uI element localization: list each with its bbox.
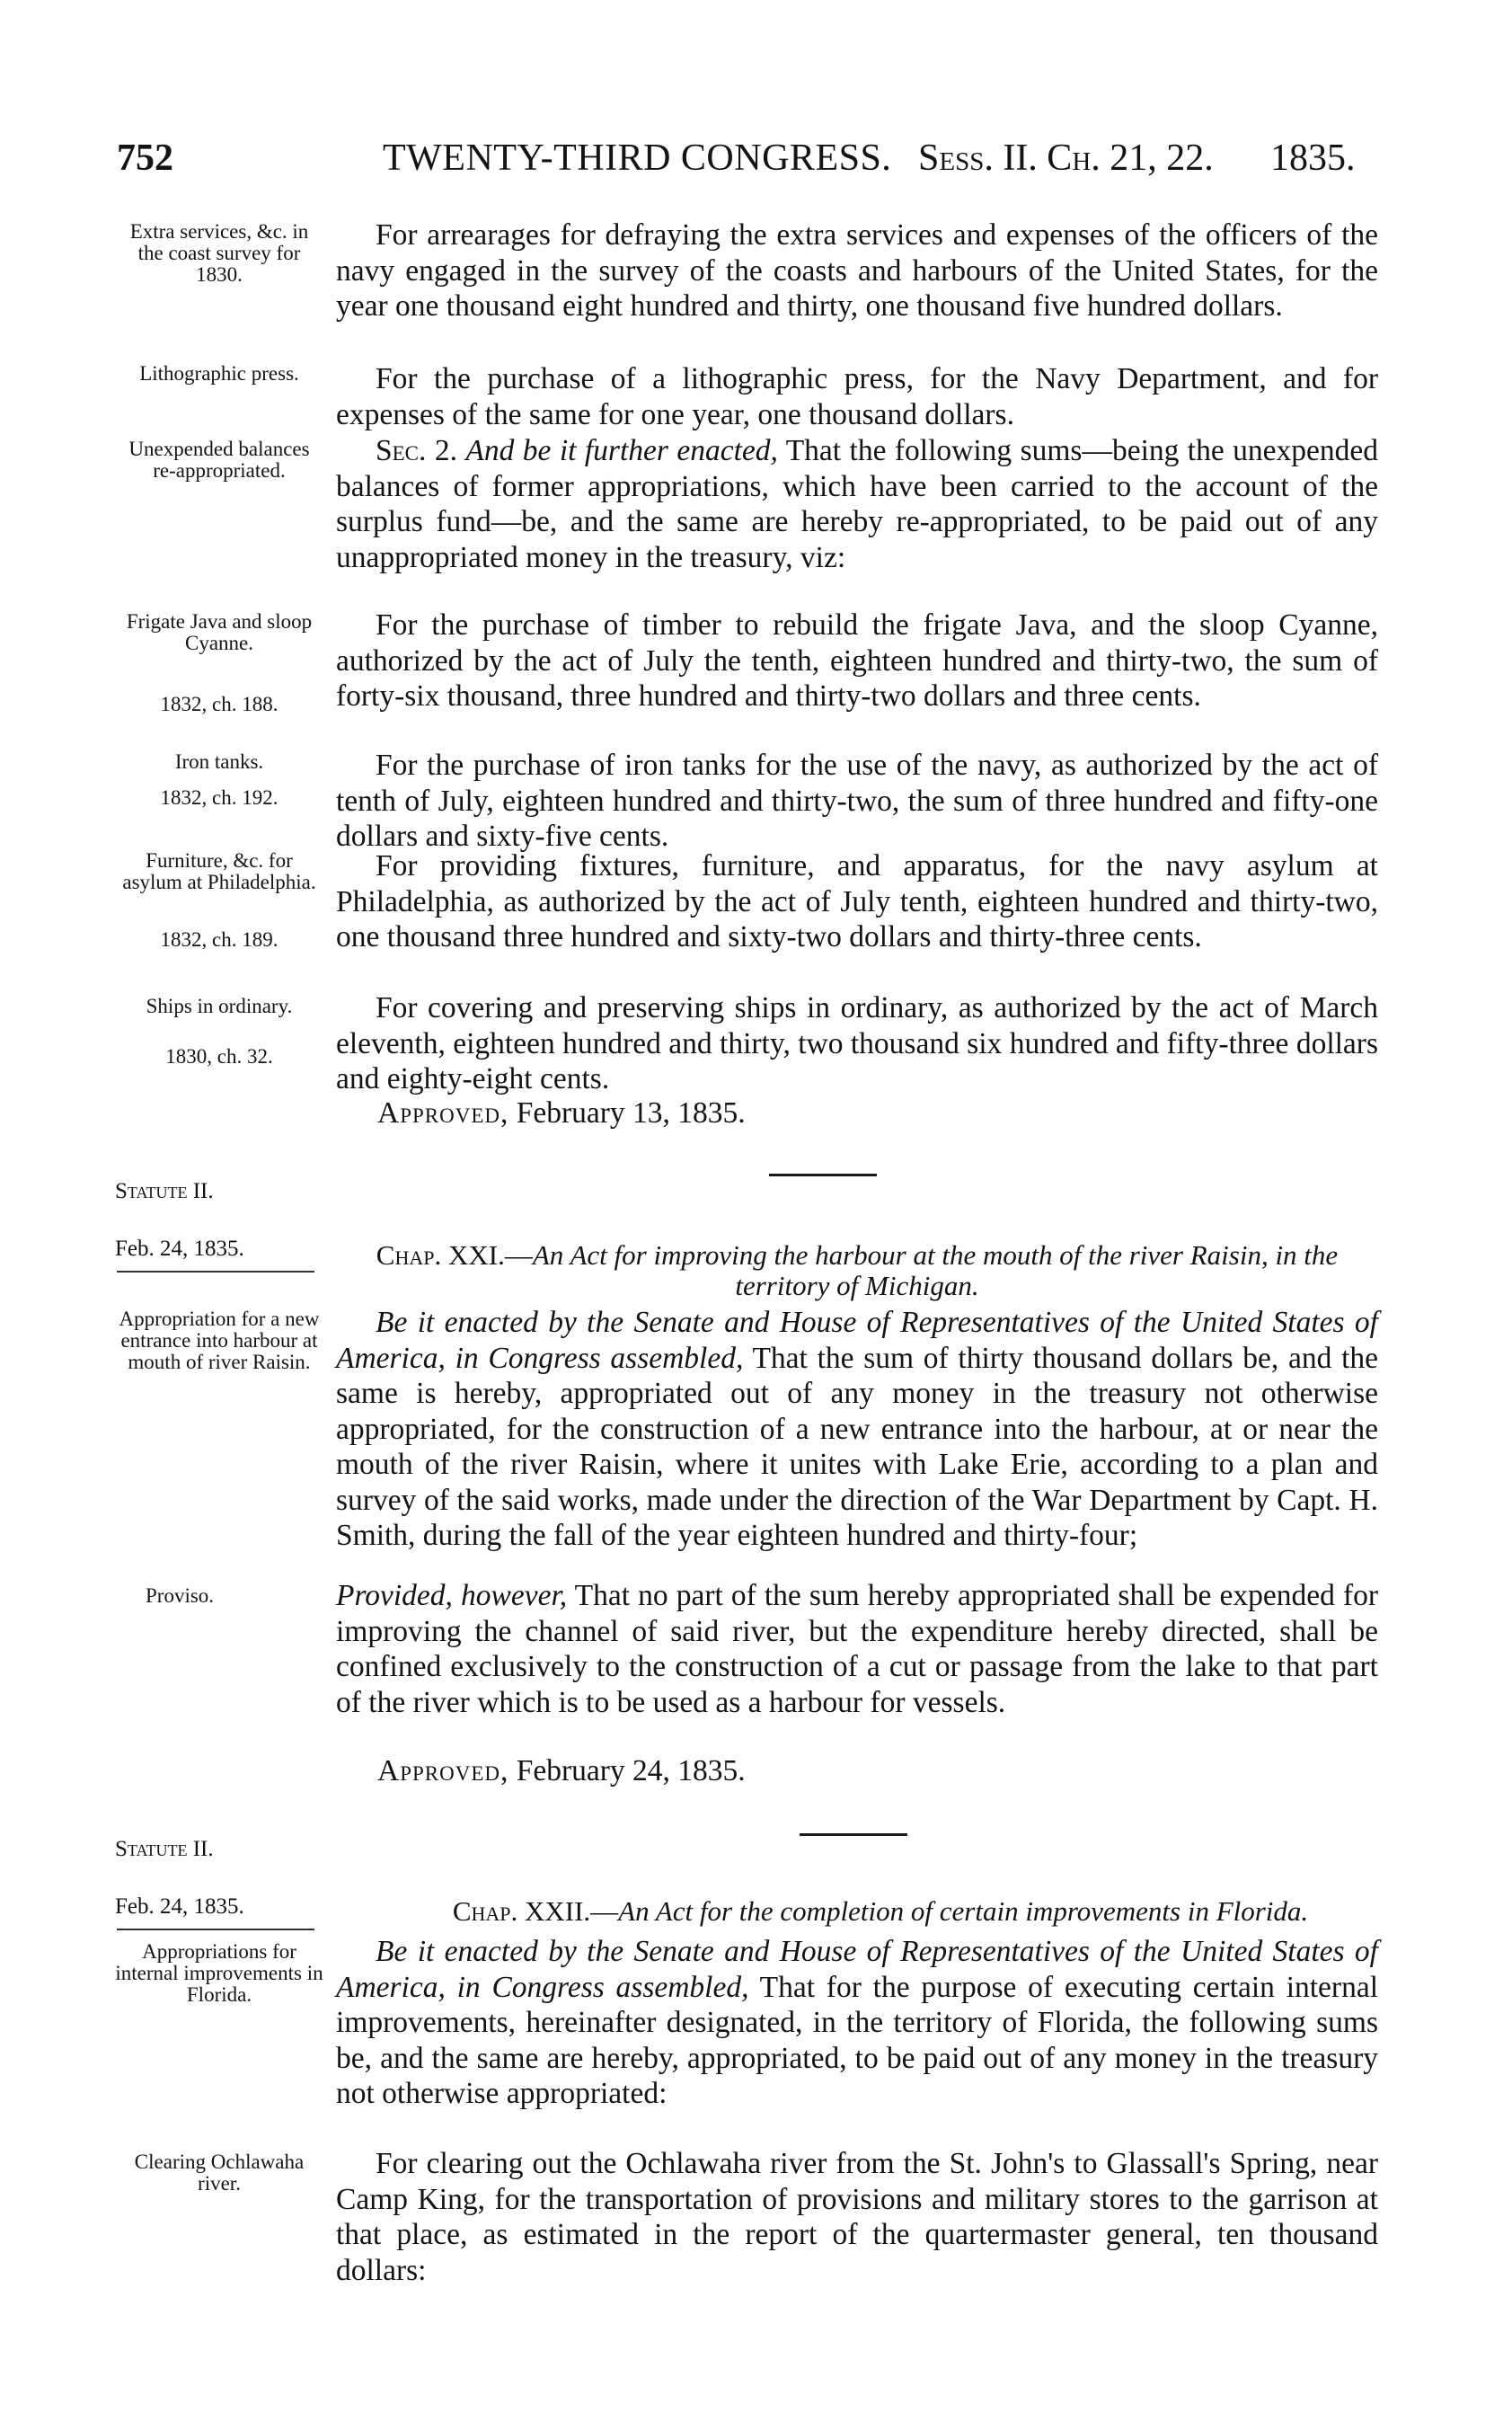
chapter-title-21: An Act for improving the harbour at the mouth of the river Raisin, in the territory of Michigan. — [532, 1239, 1339, 1301]
paragraph-iron: For the purchase of iron tanks for the use of the navy, as authorized by the act of tenth of July, eighteen hundred and thirty-two, the sum of three hundred and fifty-one dollars and sixty-five cents. — [336, 749, 1378, 853]
proviso-italic: Provided, however, — [336, 1579, 568, 1612]
approved-date: February 13, 1835. — [516, 1096, 746, 1130]
chapter-label-21: Chap. XXI.— — [376, 1239, 533, 1271]
paragraph-java: For the purchase of timber to rebuild the frigate Java, and the sloop Cyanne, authorized by the act of July the tenth, eighteen hundred and thirty-two, the sum of forty-six thousand, three hundred and thirty-two dollars and three cents. — [336, 608, 1378, 713]
chapter-heading-21 — [336, 1240, 1378, 1301]
margin-note-lithographic: Lithographic press. — [139, 362, 299, 385]
section-label: Sec. 2. — [376, 434, 457, 467]
date-underline-21 — [117, 1271, 314, 1273]
margin-note-florida: Appropriations for internal improvements in Florida. — [115, 1940, 323, 2006]
margin-note-furniture-ref: 1832, ch. 189. — [160, 928, 279, 951]
paragraph-extra-services: For arrearages for defraying the extra services and expenses of the officers of the navy engaged in the survey of the coasts and harbours of the United States, for the year one thousand eight hundred and thirty, one thousand five hundred dollars. — [336, 218, 1378, 323]
header-year: 1835. — [1270, 137, 1356, 179]
sec2-text: That the following sums—being the unexpended balances of former appropriations, which have been carried to the account of the surplus fund—be, and the same are hereby re-appropriated, to be paid out of any unappropriated money in the treasury, viz: — [336, 434, 1379, 574]
statute-label-21: Statute II. — [115, 1179, 214, 1203]
paragraph-furniture: For providing fixtures, furniture, and apparatus, for the navy asylum at Philadelphia, as authorized by the act of July tenth, eighteen hundred and thirty-two, one thousand three hundred and sixty-two dollars and thirty-three cents. — [336, 849, 1378, 953]
margin-note-furniture: Furniture, &c. for asylum at Philadelphia. — [122, 849, 316, 893]
enact-italic-22: Be it enacted by the Senate and House of Representatives of the United States of America, in Congress assembled, — [336, 1935, 1378, 2004]
enact-italic-21: Be it enacted by the Senate and House of Representatives of the United States of America, in Congress assembled, — [336, 1306, 1378, 1375]
margin-note-ships: Ships in ordinary. — [146, 995, 293, 1017]
chapter-heading-22 — [359, 1896, 1401, 1927]
divider-rule-2 — [800, 1833, 907, 1836]
date-21: Feb. 24, 1835. — [115, 1237, 244, 1261]
header-session: Sess. II. Ch. 21, 22. — [918, 137, 1214, 179]
margin-note-extra-services: Extra services, &c. in the coast survey for 1830. — [129, 220, 309, 286]
margin-note-java-ref: 1832, ch. 188. — [160, 693, 279, 715]
margin-note-raisin: Appropriation for a new entrance into harbour at mouth of river Raisin. — [119, 1308, 320, 1373]
chapter-label-22: Chap. XXII.— — [452, 1895, 619, 1927]
page-number: 752 — [117, 137, 173, 179]
paragraph-sec2 — [336, 433, 1378, 575]
paragraph-proviso — [336, 1578, 1378, 1720]
margin-note-iron-ref: 1832, ch. 192. — [160, 786, 279, 809]
margin-note-proviso: Proviso. — [146, 1584, 215, 1607]
approved-date-2: February 24, 1835. — [516, 1754, 746, 1787]
paragraph-enact-21 — [336, 1305, 1378, 1554]
paragraph-lithographic: For the purchase of a lithographic press, for the Navy Department, and for expenses of the same for one year, one thousand dollars. — [336, 362, 1378, 431]
enact-text-22: That for the purpose of executing certain internal improvements, hereinafter designated, in the territory of Florida, the following sums be, and the same are hereby, appropriated, to be paid out of any money in the treasury not otherwise appropriated: — [336, 1970, 1379, 2110]
margin-note-ochlawaha: Clearing Ochlawaha river. — [134, 2151, 305, 2195]
approved-line-1 — [377, 1096, 746, 1131]
paragraph-ochlawaha: For clearing out the Ochlawaha river from the St. John's to Glassall's Spring, near Camp King, for the transportation of provisions and military stores to the garrison at that place, as estimated in the report of the quartermaster general, ten thousand dollars: — [336, 2147, 1378, 2287]
running-header — [0, 137, 1512, 182]
date-underline-22 — [117, 1929, 314, 1930]
margin-note-java: Frigate Java and sloop Cyanne. — [126, 610, 313, 654]
header-title: TWENTY-THIRD CONGRESS. — [383, 137, 892, 179]
sec2-italic: And be it further enacted, — [465, 434, 778, 467]
date-22: Feb. 24, 1835. — [115, 1894, 244, 1919]
enact-text-21: That the sum of thirty thousand dollars be, and the same is hereby, appropriated out of any money in the treasury not otherwise appropriated, for the construction of a new entrance into the harbour, at or near the mouth of the river Raisin, where it unites with Lake Erie, according to a plan and survey of the said works, made under the direction of the War Department by Capt. H. Smith, during the fall of the year eighteen hundred and thirty-four; — [336, 1341, 1378, 1552]
chapter-title-22: An Act for the completion of certain improvements in Florida. — [618, 1895, 1309, 1927]
margin-note-unexpended: Unexpended balances re-appropriated. — [128, 438, 310, 482]
approved-label-2: Approved, — [377, 1754, 509, 1787]
approved-line-2 — [377, 1754, 746, 1788]
margin-note-iron: Iron tanks. — [174, 750, 264, 773]
statute-label-22: Statute II. — [115, 1837, 214, 1861]
divider-rule — [769, 1174, 877, 1176]
approved-label: Approved, — [377, 1096, 509, 1130]
paragraph-ships: For covering and preserving ships in ordinary, as authorized by the act of March eleventh, eighteen hundred and thirty, two thousand six hundred and fifty-three dollars and eighty-eight cents. — [336, 991, 1378, 1095]
proviso-text: That no part of the sum hereby appropriated shall be expended for improving the channel of said river, but the expenditure hereby directed, shall be confined exclusively to the construction of a cut or passage from the lake to that part of the river which is to be used as a harbour for vessels. — [336, 1579, 1378, 1719]
paragraph-enact-22 — [336, 1934, 1378, 2112]
margin-note-ships-ref: 1830, ch. 32. — [165, 1045, 273, 1068]
